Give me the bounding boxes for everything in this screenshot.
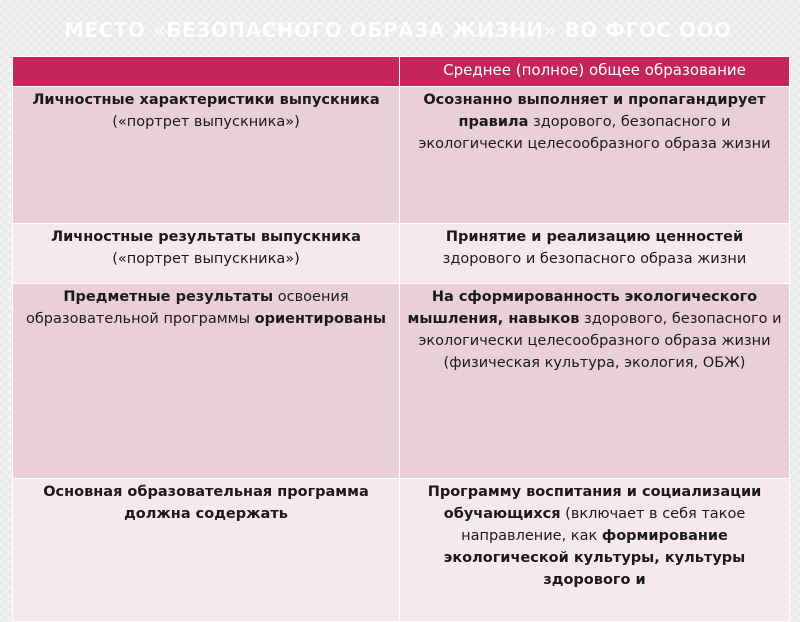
- cell-bold-text: Личностные результаты выпускника: [51, 229, 361, 245]
- row-value-cell: [400, 284, 790, 479]
- row-label-cell: [13, 479, 400, 622]
- cell-text: здорового и безопасного образа жизни: [442, 251, 747, 267]
- cell-bold-text: Программу воспитания и социализации обучающихся: [427, 484, 762, 522]
- cell-text: здорового, безопасного и экологически целесообразного образа жизни (физическая культура, экология, ОБЖ): [418, 311, 782, 371]
- cell-bold-text: ориентированы: [254, 311, 387, 327]
- table-header-row: [13, 57, 790, 87]
- table-row: [13, 87, 790, 224]
- row-label-cell: [13, 87, 400, 224]
- cell-bold-text: Личностные характеристики выпускника: [32, 92, 380, 108]
- cell-bold-text: Основная образовательная программа должна содержать: [43, 484, 369, 522]
- cell-bold-text: Осознанно выполняет и пропагандирует правила: [423, 92, 766, 130]
- header-cell-education-level: Среднее (полное) общее образование: [400, 57, 790, 87]
- cell-bold-text: Принятие и реализацию ценностей: [445, 229, 744, 245]
- table-row: [13, 479, 790, 622]
- row-value-cell: [400, 224, 790, 284]
- table-row: [13, 284, 790, 479]
- cell-text: (включает в себя такое направление, как: [461, 506, 746, 544]
- cell-text: («портрет выпускника»): [112, 114, 300, 130]
- cell-text: освоения образовательной программы: [25, 289, 349, 327]
- row-label-cell: [13, 284, 400, 479]
- table-row: [13, 224, 790, 284]
- row-label-cell: [13, 224, 400, 284]
- row-value-cell: [400, 87, 790, 224]
- cell-text: здорового, безопасного и экологически целесообразного образа жизни: [418, 114, 771, 152]
- cell-text: («портрет выпускника»): [112, 251, 300, 267]
- cell-bold-text: Предметные результаты: [63, 289, 274, 305]
- cell-bold-text: формирование экологической культуры, культуры здорового и: [443, 528, 746, 588]
- slide-title: МЕСТО «БЕЗОПАСНОГО ОБРАЗА ЖИЗНИ» ВО ФГОС ООО: [64, 18, 732, 42]
- comparison-table: [12, 56, 790, 622]
- row-value-cell: [400, 479, 790, 622]
- header-cell-empty: [13, 57, 400, 87]
- cell-bold-text: На сформированность экологического мышления, навыков: [407, 289, 758, 327]
